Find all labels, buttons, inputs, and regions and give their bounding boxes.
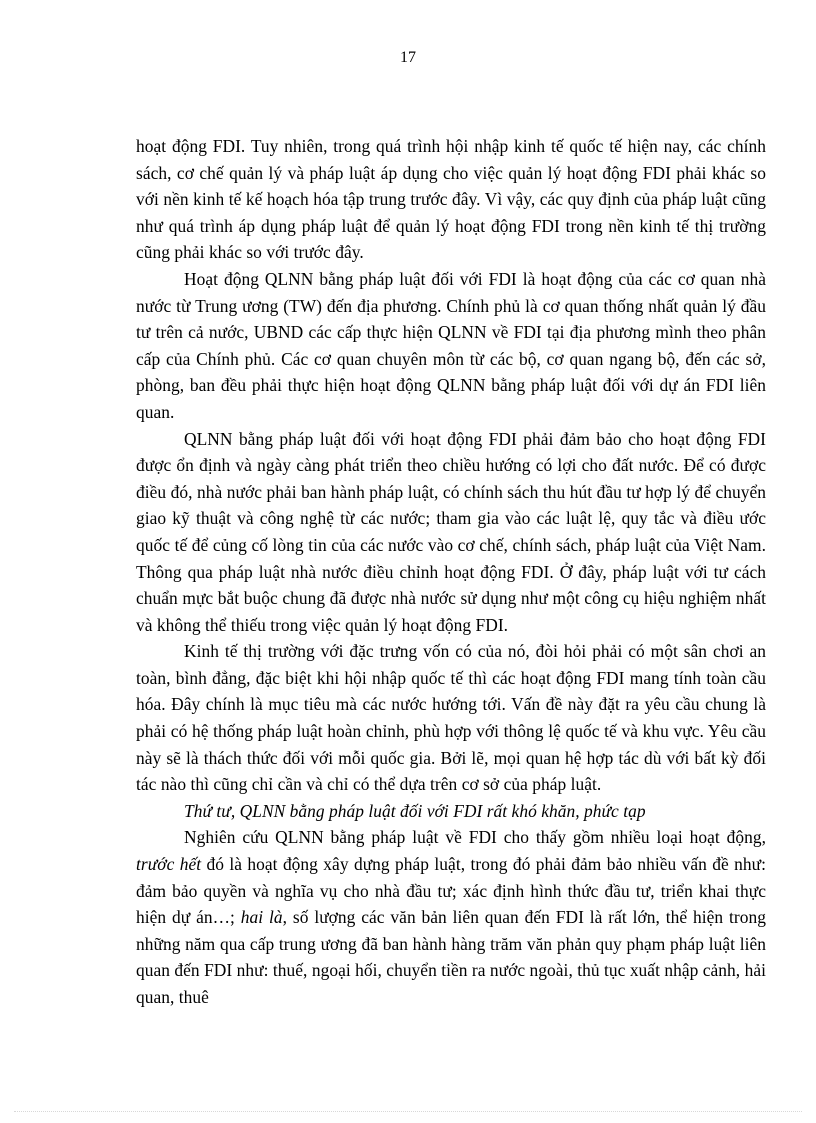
document-body — [136, 133, 766, 1011]
paragraph-2: Hoạt động QLNN bằng pháp luật đối với FDI là hoạt động của các cơ quan nhà nước từ Trung ương (TW) đến địa phương. Chính phủ là cơ quan thống nhất quản lý đầu tư trên cả nước, UBND các cấp thực hiện QLNN về FDI tại địa phương mình theo phân cấp của Chính phủ. Các cơ quan chuyên môn từ các bộ, cơ quan ngang bộ, đến các sở, phòng, ban đều phải thực hiện hoạt động QLNN bằng pháp luật đối với dự án FDI liên quan. — [136, 268, 766, 422]
paragraph-5-text-a: Nghiên cứu QLNN bằng pháp luật về FDI cho thấy gồm nhiều loại hoạt động, — [184, 827, 766, 848]
paragraph-1: hoạt động FDI. Tuy nhiên, trong quá trình hội nhập kinh tế quốc tế hiện nay, các chính sách, cơ chế quản lý và pháp luật áp dụng cho việc quản lý hoạt động FDI phải khác so với nền kinh tế kế hoạch hóa tập trung trước đây. Vì vậy, các quy định của pháp luật cũng như quá trình áp dụng pháp luật để quản lý hoạt động FDI trong nền kinh tế thị trường cũng phải khác so với trước đây. — [136, 136, 766, 263]
paragraph-5 — [136, 824, 766, 1010]
section-heading: Thứ tư, QLNN bằng pháp luật đối với FDI rất khó khăn, phức tạp — [184, 800, 646, 821]
paragraph-5-text-c: đó là hoạt động xây dựng pháp luật, trong đó phải đảm bảo nhiều vấn đề như: đảm bảo quyền và nghĩa vụ cho nhà đầu tư; xác định hình thức đầu tư, triển khai thực hiện dự án…; — [136, 854, 766, 928]
page-number: 17 — [400, 49, 416, 66]
paragraph-5-text-e: , số lượng các văn bản liên quan đến FDI là rất lớn, thể hiện trong những năm qua cấp trung ương đã ban hành hàng trăm văn phản quy phạm pháp luật liên quan đến FDI như: thuế, ngoại hối, chuyển tiền ra nước ngoài, thủ tục xuất nhập cảnh, hải quan, thuê — [136, 907, 766, 1007]
paragraph-3: QLNN bằng pháp luật đối với hoạt động FDI phải đảm bảo cho hoạt động FDI được ổn định và ngày càng phát triển theo chiều hướng có lợi cho đất nước. Để có được điều đó, nhà nước phải ban hành pháp luật, có chính sách thu hút đầu tư hợp lý để chuyển giao kỹ thuật và công nghệ từ các nước; tham gia vào các luật lệ, quy tắc và điều ước quốc tế để củng cố lòng tin của các nước vào cơ chế, chính sách, pháp luật của Việt Nam. Thông qua pháp luật nhà nước điều chỉnh hoạt động FDI. Ở đây, pháp luật với tư cách chuẩn mực bắt buộc chung đã được nhà nước sử dụng như một công cụ hiệu nghiệm nhất và không thể thiếu trong việc quản lý hoạt động FDI. — [136, 428, 766, 635]
emphasis-hai-la: hai là — [240, 907, 283, 928]
footer-divider — [14, 1111, 802, 1112]
emphasis-truoc-het: trước hết — [136, 854, 202, 875]
paragraph-4: Kinh tế thị trường với đặc trưng vốn có của nó, đòi hỏi phải có một sân chơi an toàn, bình đẳng, đặc biệt khi hội nhập quốc tế thì các hoạt động FDI mang tính toàn cầu hóa. Đây chính là mục tiêu mà các nước hướng tới. Vấn đề này đặt ra yêu cầu chung là phải có hệ thống pháp luật hoàn chỉnh, phù hợp với thông lệ quốc tế và khu vực. Yêu cầu này sẽ là thách thức đối với mỗi quốc gia. Bởi lẽ, mọi quan hệ hợp tác dù với bất kỳ đối tác nào thì cũng chỉ cần và chỉ có thể dựa trên cơ sở của pháp luật. — [136, 641, 766, 795]
